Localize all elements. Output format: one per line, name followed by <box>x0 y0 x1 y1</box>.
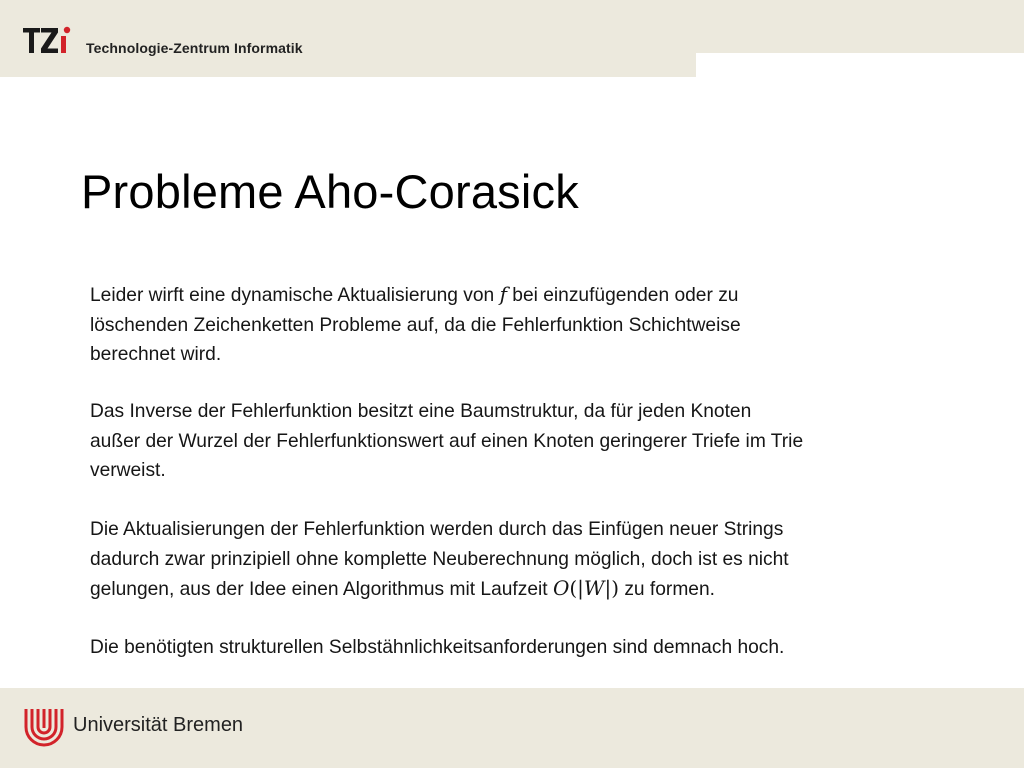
header-band-extension <box>0 53 696 77</box>
text-line: außer der Wurzel der Fehlerfunktionswert auf einen Knoten geringerer Triefe im Trie <box>90 430 804 452</box>
math-f: f <box>499 282 507 306</box>
text-line: Die Aktualisierungen der Fehlerfunktion werden durch das Einfügen neuer Strings <box>90 519 784 540</box>
tzi-logo <box>22 24 76 58</box>
text-line: dadurch zwar prinzipiell ohne komplette Neuberechnung möglich, doch ist es nicht <box>90 548 789 570</box>
university-logo <box>22 707 66 749</box>
text-line: verweist. <box>90 460 166 481</box>
slide-title: Probleme Aho-Corasick <box>81 165 579 218</box>
paragraph-4 <box>90 633 940 663</box>
text-line: Leider wirft eine dynamische Aktualisierung von f bei einzufügenden oder zu <box>90 282 739 306</box>
university-name: Universität Bremen <box>73 714 244 736</box>
text-line: löschenden Zeichenketten Probleme auf, da die Fehlerfunktion Schichtweise <box>90 314 741 336</box>
math-complexity: O(|W|) <box>552 576 619 600</box>
paragraph-3 <box>90 515 940 605</box>
text-line: Das Inverse der Fehlerfunktion besitzt eine Baumstruktur, da für jeden Knoten <box>90 401 752 422</box>
text-line: Die benötigten strukturellen Selbstähnlichkeitsanforderungen sind demnach hoch. <box>90 637 785 658</box>
paragraph-1 <box>90 280 940 370</box>
paragraph-2 <box>90 397 940 486</box>
institute-name: Technologie-Zentrum Informatik <box>86 40 303 56</box>
text-line: gelungen, aus der Idee einen Algorithmus mit Laufzeit O(|W|) zu formen. <box>90 576 715 600</box>
text-line: berechnet wird. <box>90 344 222 365</box>
